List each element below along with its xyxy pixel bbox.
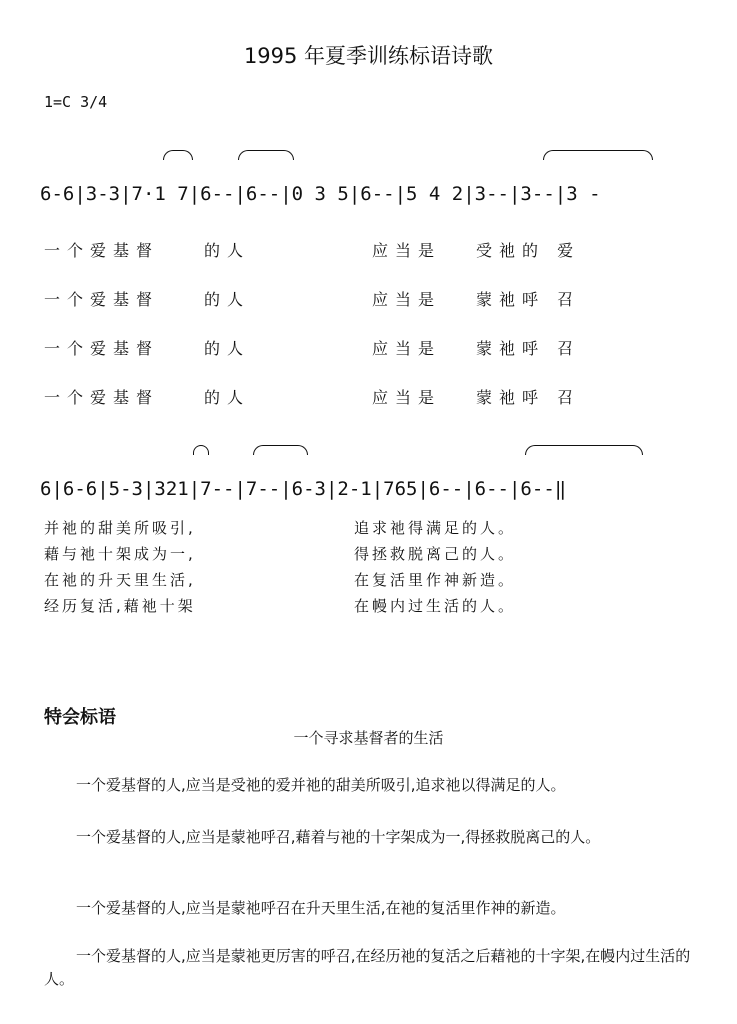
slogan-paragraph: 一个爱基督的人,应当是蒙祂呼召在升天里生活,在祂的复活里作神的新造。	[76, 899, 566, 917]
tie-mark	[525, 445, 643, 455]
tie-mark	[253, 445, 308, 455]
lyric-text: 得拯救脱离己的人。	[354, 545, 517, 563]
lyric-text: 藉与祂十架成为一,	[44, 545, 196, 563]
lyric-text: 的人	[204, 339, 251, 358]
lyric-text: 在祂的升天里生活,	[44, 571, 196, 589]
lyric-text: 一个爱基督	[44, 339, 160, 358]
tie-mark	[163, 150, 193, 160]
slogan-paragraph: 一个爱基督的人,应当是受祂的爱并祂的甜美所吸引,追求祂以得满足的人。	[76, 776, 566, 794]
section-heading: 特会标语	[44, 707, 116, 728]
lyric-text: 的人	[204, 388, 251, 407]
key-signature: 1=C 3/4	[44, 93, 108, 111]
lyric-text: 一个爱基督	[44, 241, 160, 260]
slogan-paragraph: 一个爱基督的人,应当是蒙祂更厉害的呼召,在经历祂的复活之后藉祂的十字架,在幔内过生活的人。	[44, 947, 691, 988]
notation-line-1: 6-6|3-3|7·1 7|6--|6--|0 3 5|6--|5 4 2|3--|3--|3 -	[40, 183, 601, 205]
tie-mark	[543, 150, 653, 160]
lyric-text: 一个爱基督	[44, 290, 160, 309]
lyric-text: 并祂的甜美所吸引,	[44, 519, 196, 537]
slogan-paragraph: 一个爱基督的人,应当是蒙祂呼召,藉着与祂的十字架成为一,得拯救脱离己的人。	[76, 828, 601, 846]
lyric-text: 追求祂得满足的人。	[354, 519, 517, 537]
lyric-text: 受祂的 爱	[476, 241, 581, 260]
page-title: 1995 年夏季训练标语诗歌	[243, 44, 494, 68]
lyric-text: 一个爱基督	[44, 388, 160, 407]
lyric-text: 的人	[204, 241, 251, 260]
lyric-text: 应当是	[372, 388, 442, 407]
tie-mark	[193, 445, 209, 455]
lyric-text: 蒙祂呼 召	[476, 388, 581, 407]
lyric-text: 在复活里作神新造。	[354, 571, 517, 589]
lyric-text: 的人	[204, 290, 251, 309]
notation-line-2: 6|6-6|5-3|321|7--|7--|6-3|2-1|765|6--|6--|6--‖	[40, 478, 567, 500]
lyric-text: 在幔内过生活的人。	[354, 597, 517, 615]
lyric-text: 经历复活,藉祂十架	[44, 597, 196, 615]
lyric-text: 应当是	[372, 290, 442, 309]
lyric-text: 蒙祂呼 召	[476, 339, 581, 358]
tie-mark	[238, 150, 294, 160]
lyric-text: 应当是	[372, 339, 442, 358]
lyric-text: 应当是	[372, 241, 442, 260]
section-subtitle: 一个寻求基督者的生活	[293, 729, 444, 747]
lyric-text: 蒙祂呼 召	[476, 290, 581, 309]
